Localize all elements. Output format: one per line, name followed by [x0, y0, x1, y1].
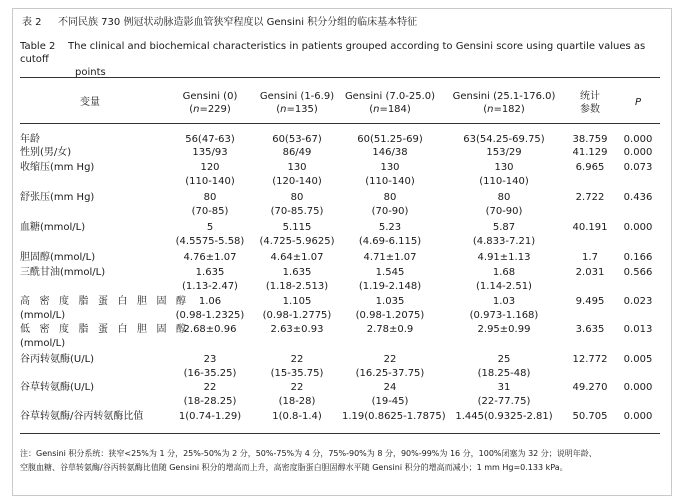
cell-g1-range: (18-28.25)	[183, 396, 237, 407]
row-label: 胆固醇(mmol/L)	[20, 252, 96, 263]
row-label: 舒张压(mm Hg)	[20, 192, 95, 203]
row-label: 三酰甘油(mmol/L)	[20, 267, 106, 278]
cell-g4-range: (4.833-7.21)	[472, 236, 536, 247]
table-bottom-rule	[20, 433, 660, 434]
cell-g1: 56(47-63)	[185, 134, 235, 145]
cell-g4-range: (22-77.75)	[477, 396, 531, 407]
cell-stat: 12.772	[572, 354, 608, 365]
cell-g1-range: (16-35.25)	[183, 368, 237, 379]
cell-g1: 120	[200, 162, 220, 173]
cell-p: 0.000	[623, 411, 653, 422]
cell-g3: 5.23	[378, 222, 402, 233]
cell-g3-range: (16.25-37.75)	[355, 368, 425, 379]
cell-g2: 4.64±1.07	[270, 252, 324, 263]
cell-p: 0.566	[623, 267, 653, 278]
header-group-2-n: (n=135)	[276, 104, 318, 115]
cell-g3: 80	[383, 192, 397, 203]
cell-g2: 86/49	[282, 147, 312, 158]
cell-g2-range: (0.98-1.2775)	[262, 310, 332, 321]
cell-g3: 22	[383, 354, 397, 365]
cell-stat: 2.031	[575, 267, 605, 278]
header-group-1	[168, 90, 252, 116]
header-group-4	[438, 90, 570, 116]
cell-g3-range: (1.19-2.148)	[358, 281, 422, 292]
row-label-unit: (mmol/L)	[20, 338, 66, 349]
cell-g4: 31	[497, 382, 511, 393]
cell-g2-range: (15-35.75)	[270, 368, 324, 379]
header-group-4-name: Gensini (25.1-176.0)	[452, 91, 556, 102]
header-group-1-n: (n=229)	[189, 104, 231, 115]
cell-g2: 1.635	[282, 267, 312, 278]
cell-g4: 2.95±0.99	[477, 324, 531, 335]
cell-p: 0.005	[623, 354, 653, 365]
row-label: 谷草转氨酶/谷丙转氨酶比值	[20, 411, 144, 422]
cell-g2: 1.105	[282, 296, 312, 307]
cell-g1: 4.76±1.07	[183, 252, 237, 263]
cell-g3-range: (4.69-6.115)	[358, 236, 422, 247]
cell-g2: 5.115	[282, 222, 312, 233]
cell-g3: 60(51.25-69)	[357, 134, 423, 145]
cell-g3-range: (19-45)	[371, 396, 409, 407]
cell-g2: 80	[290, 192, 304, 203]
cell-g1: 1.06	[198, 296, 222, 307]
cell-g1-range: (70-85)	[191, 206, 229, 217]
header-group-2	[252, 90, 342, 116]
cell-g4: 5.87	[492, 222, 516, 233]
cell-g3: 130	[380, 162, 400, 173]
row-label: 性别(男/女)	[20, 147, 72, 158]
cell-g4: 80	[497, 192, 511, 203]
table-caption-en	[20, 40, 660, 79]
caption-en-number: Table 2	[20, 41, 56, 52]
header-group-3-name: Gensini (7.0-25.0)	[344, 91, 436, 102]
header-bottom-rule	[20, 123, 660, 124]
cell-g1-range: (0.98-1.2325)	[175, 310, 245, 321]
row-label: 谷丙转氨酶(U/L)	[20, 354, 95, 365]
cell-stat: 40.191	[572, 222, 608, 233]
cell-g2: 130	[287, 162, 307, 173]
cell-g2: 22	[290, 354, 304, 365]
cell-g3-range: (70-90)	[371, 206, 409, 217]
cell-g1-range: (4.5575-5.58)	[175, 236, 245, 247]
header-group-4-n: (n=182)	[483, 104, 525, 115]
row-label: 年龄	[20, 134, 40, 145]
cell-stat: 49.270	[572, 382, 608, 393]
cell-g4: 1.445(0.9325-2.81)	[455, 411, 553, 422]
cell-g3: 1.545	[375, 267, 405, 278]
cell-g2-range: (70-85.75)	[270, 206, 324, 217]
cell-stat: 9.495	[575, 296, 605, 307]
cell-g4-range: (1.14-2.51)	[476, 281, 532, 292]
caption-zh-title: 不同民族 730 例冠状动脉造影血管狭窄程度以 Gensini 积分分组的临床基本特征	[58, 17, 418, 28]
header-group-1-name: Gensini (0)	[182, 91, 238, 102]
row-label: 血糖(mmol/L)	[20, 222, 86, 233]
header-variable: 变量	[80, 97, 100, 108]
cell-g4: 63(54.25-69.75)	[463, 134, 545, 145]
cell-g4: 1.03	[492, 296, 516, 307]
table-top-rule	[20, 77, 660, 78]
cell-p: 0.000	[623, 382, 653, 393]
cell-g2: 2.63±0.93	[270, 324, 324, 335]
cell-g3: 2.78±0.9	[366, 324, 414, 335]
cell-g3: 24	[383, 382, 397, 393]
cell-stat: 38.759	[572, 134, 608, 145]
row-label: 高密度脂蛋白胆固醇	[20, 296, 186, 307]
cell-p: 0.000	[623, 222, 653, 233]
cell-g3: 146/38	[372, 147, 408, 158]
row-label: 谷草转氨酶(U/L)	[20, 382, 95, 393]
cell-g3-range: (110-140)	[365, 176, 415, 187]
cell-stat: 50.705	[572, 411, 608, 422]
cell-g1: 135/93	[192, 147, 228, 158]
cell-g2: 22	[290, 382, 304, 393]
cell-g4: 4.91±1.13	[477, 252, 531, 263]
cell-g4-range: (18.25-48)	[477, 368, 531, 379]
cell-g4: 25	[497, 354, 511, 365]
row-label: 收缩压(mm Hg)	[20, 162, 95, 173]
cell-g4-range: (0.973-1.168)	[469, 310, 539, 321]
cell-g1: 2.68±0.96	[183, 324, 237, 335]
cell-g2-range: (1.18-2.513)	[265, 281, 329, 292]
cell-g1: 80	[203, 192, 217, 203]
cell-g1: 23	[203, 354, 217, 365]
cell-g2: 60(53-67)	[272, 134, 322, 145]
cell-stat: 2.722	[575, 192, 605, 203]
cell-g1: 1(0.74-1.29)	[178, 411, 242, 422]
cell-p: 0.023	[623, 296, 653, 307]
cell-g2-range: (4.725-5.9625)	[259, 236, 335, 247]
cell-g2-range: (18-28)	[278, 396, 316, 407]
cell-g3-range: (0.98-1.2075)	[355, 310, 425, 321]
cell-g1: 22	[203, 382, 217, 393]
cell-stat: 41.129	[572, 147, 608, 158]
cell-p: 0.000	[623, 134, 653, 145]
header-group-2-name: Gensini (1-6.9)	[259, 91, 335, 102]
cell-p: 0.000	[623, 147, 653, 158]
cell-stat: 1.7	[582, 252, 598, 263]
header-group-3-n: (n=184)	[369, 104, 411, 115]
header-statistic-line1: 统计	[580, 91, 600, 102]
cell-g3: 1.19(0.8625-1.7875)	[342, 411, 446, 422]
cell-stat: 6.965	[575, 162, 605, 173]
cell-g4: 130	[494, 162, 514, 173]
cell-p: 0.073	[623, 162, 653, 173]
header-statistic	[568, 90, 612, 116]
header-p-value: P	[634, 97, 642, 108]
cell-g1: 5	[206, 222, 214, 233]
cell-g4: 153/29	[486, 147, 522, 158]
cell-g2: 1(0.8-1.4)	[272, 411, 322, 422]
cell-p: 0.436	[623, 192, 653, 203]
cell-g1: 1.635	[195, 267, 225, 278]
caption-en-title-line1: The clinical and biochemical characteristics in patients grouped according to Gensini score using quartile values as cutoff	[20, 41, 646, 65]
cell-g4-range: (110-140)	[479, 176, 529, 187]
cell-g1-range: (110-140)	[185, 176, 235, 187]
header-statistic-line2: 参数	[580, 104, 600, 115]
table-footnote	[20, 447, 660, 475]
caption-en-title-line2: points	[75, 67, 106, 78]
cell-g2-range: (120-140)	[272, 176, 322, 187]
cell-g3: 4.71±1.07	[363, 252, 417, 263]
row-label-unit: (mmol/L)	[20, 310, 66, 321]
cell-p: 0.166	[623, 252, 653, 263]
footnote-line2: 空腹血糖、谷草转氨酶/谷丙转氨酶比值随 Gensini 积分的增高而上升，高密度脂蛋白胆固醇水平随 Gensini 积分的增高而减小；1 mm Hg=0.133 kPa。	[20, 463, 568, 472]
caption-zh-number: 表 2	[22, 17, 42, 28]
cell-stat: 3.635	[575, 324, 605, 335]
footnote-line1: 注：Gensini 积分系统：狭窄<25%为 1 分，25%-50%为 2 分，50%-75%为 4 分，75%-90%为 8 分，90%-99%为 16 分，100%闭塞为 32 分；说明年龄、	[20, 449, 597, 458]
cell-g4-range: (70-90)	[485, 206, 523, 217]
table-caption-zh	[22, 16, 417, 29]
row-label: 低密度脂蛋白胆固醇	[20, 324, 186, 335]
header-group-3	[342, 90, 438, 116]
cell-p: 0.013	[623, 324, 653, 335]
cell-g1-range: (1.13-2.47)	[182, 281, 238, 292]
cell-g3: 1.035	[375, 296, 405, 307]
cell-g4: 1.68	[492, 267, 516, 278]
